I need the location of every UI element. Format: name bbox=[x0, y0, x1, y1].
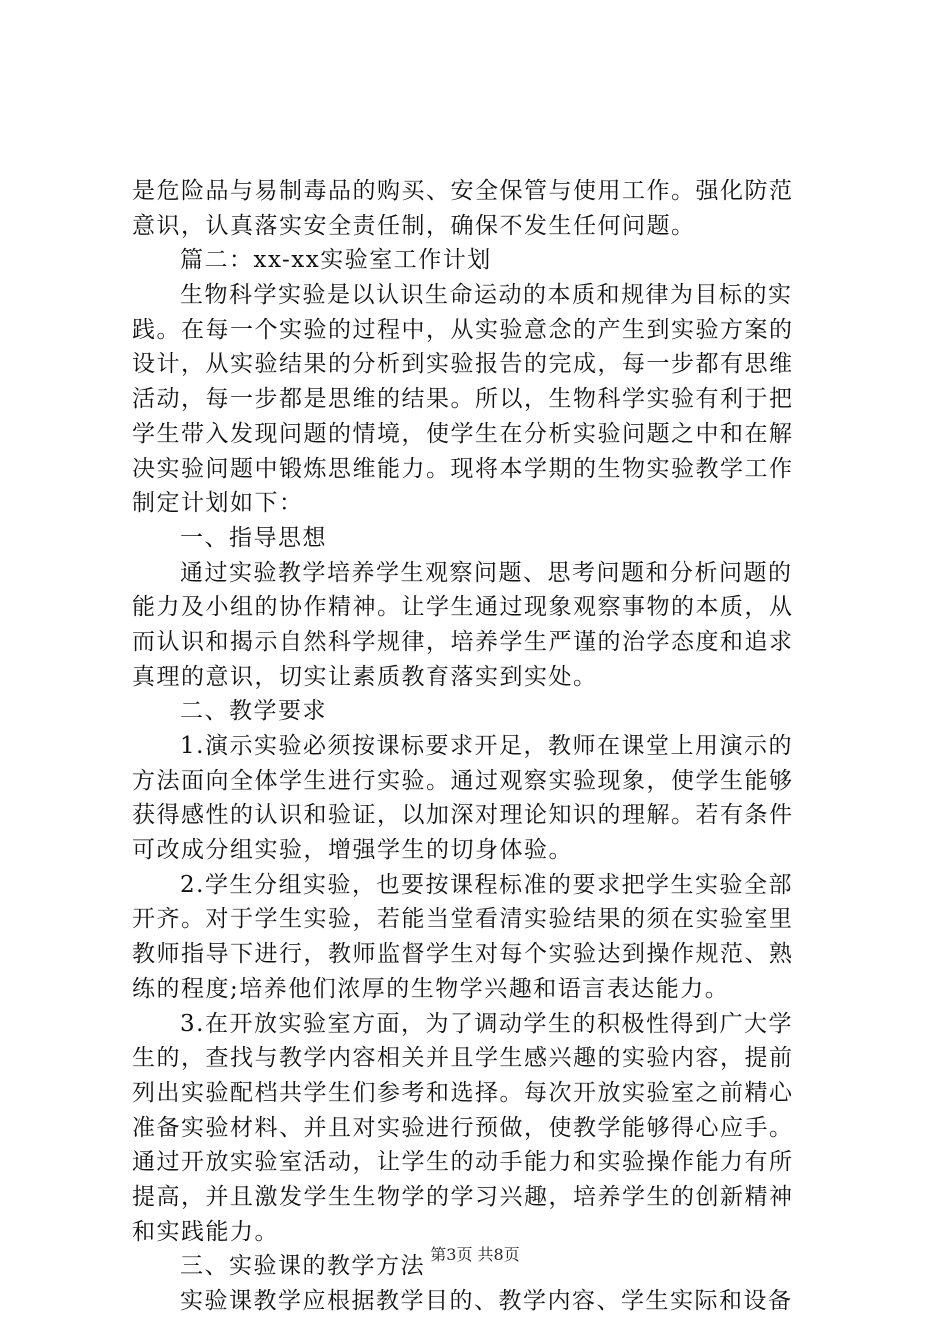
text-line: 1.演示实验必须按课标要求开足，教师在课堂上用演示的 bbox=[180, 733, 793, 759]
text-line: 练的程度;培养他们浓厚的生物学兴趣和语言表达能力。 bbox=[132, 975, 730, 1002]
text-line: 三、实验课的教学方法 bbox=[180, 1253, 425, 1280]
text-line: 方法面向全体学生进行实验。通过观察实验现象，使学生能够 bbox=[132, 767, 794, 794]
text-line: 决实验问题中锻炼思维能力。现将本学期的生物实验教学工作 bbox=[132, 455, 794, 482]
text-line: 实验课教学应根据教学目的、教学内容、学生实际和设备 bbox=[180, 1288, 793, 1314]
text-line: 2.学生分组实验，也要按课程标准的要求把学生实验全部 bbox=[180, 871, 793, 898]
text-line: 能力及小组的协作精神。让学生通过现象观察事物的本质，从 bbox=[132, 594, 794, 621]
text-line: 设计，从实验结果的分析到实验报告的完成，每一步都有思维 bbox=[132, 351, 794, 378]
text-line: 3.在开放实验室方面，为了调动学生的积极性得到广大学 bbox=[180, 1010, 793, 1037]
text-line: 篇二：xx-xx实验室工作计划 bbox=[180, 247, 492, 274]
text-line: 真理的意识，切实让素质教育落实到实处。 bbox=[132, 663, 598, 690]
text-line: 准备实验材料、并且对实验进行预做，使教学能够得心应手。 bbox=[132, 1114, 794, 1141]
text-line: 可改成分组实验，增强学生的切身体验。 bbox=[132, 837, 573, 864]
document-body bbox=[132, 174, 832, 1319]
text-line: 意识，认真落实安全责任制，确保不发生任何问题。 bbox=[132, 212, 696, 239]
text-line: 获得感性的认识和验证，以加深对理论知识的理解。若有条件 bbox=[132, 802, 794, 829]
page-footer: 第3页 共8页 bbox=[430, 1245, 520, 1264]
text-line: 活动，每一步都是思维的结果。所以，生物科学实验有利于把 bbox=[132, 386, 794, 413]
text-line: 通过开放实验室活动，让学生的动手能力和实验操作能力有所 bbox=[132, 1149, 794, 1176]
text-line: 和实践能力。 bbox=[132, 1218, 279, 1245]
text-line: 生物科学实验是以认识生命运动的本质和规律为目标的实 bbox=[180, 282, 793, 309]
text-line: 列出实验配档共学生们参考和选择。每次开放实验室之前精心 bbox=[132, 1079, 794, 1106]
text-line: 而认识和揭示自然科学规律，培养学生严谨的治学态度和追求 bbox=[132, 628, 794, 655]
text-line: 践。在每一个实验的过程中，从实验意念的产生到实验方案的 bbox=[132, 316, 794, 343]
text-line: 制定计划如下： bbox=[132, 490, 304, 517]
text-line: 生的，查找与教学内容相关并且学生感兴趣的实验内容，提前 bbox=[132, 1045, 794, 1072]
text-line: 是危险品与易制毒品的购买、安全保管与使用工作。强化防范 bbox=[132, 178, 794, 204]
text-line: 开齐。对于学生实验，若能当堂看清实验结果的须在实验室里 bbox=[132, 906, 794, 933]
text-line: 一、指导思想 bbox=[180, 524, 327, 551]
text-line: 通过实验教学培养学生观察问题、思考问题和分析问题的 bbox=[180, 559, 793, 586]
text-line: 教师指导下进行，教师监督学生对每个实验达到操作规范、熟 bbox=[132, 941, 794, 968]
text-line: 学生带入发现问题的情境，使学生在分析实验问题之中和在解 bbox=[132, 420, 794, 447]
text-line: 二、教学要求 bbox=[180, 698, 327, 725]
text-line: 提高，并且激发学生生物学的学习兴趣，培养学生的创新精神 bbox=[132, 1183, 794, 1210]
